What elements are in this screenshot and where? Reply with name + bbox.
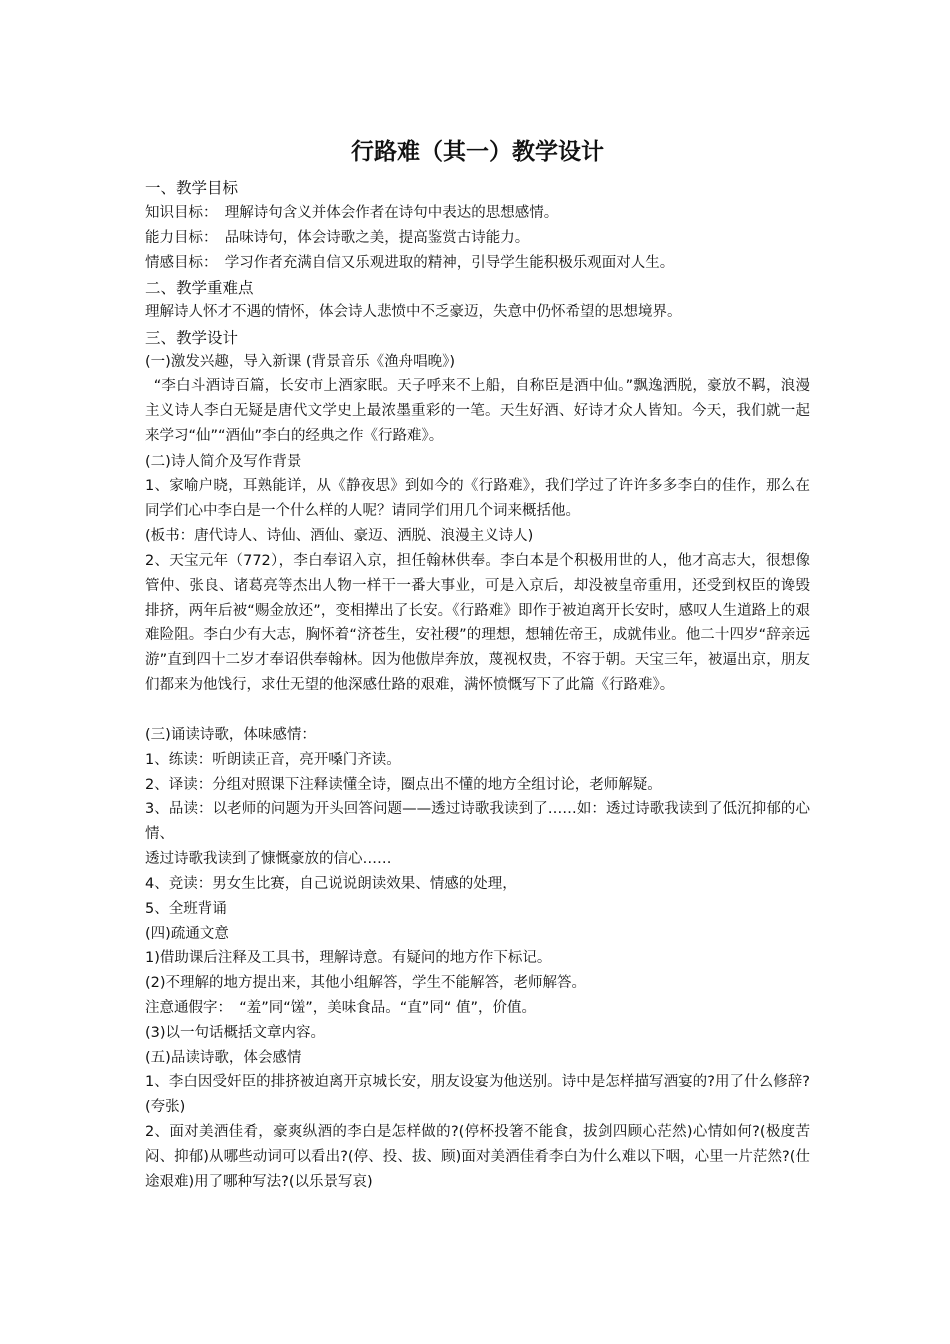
part2-heading: (二)诗人简介及写作背景: [145, 454, 302, 470]
keypoints-text: 理解诗人怀才不遇的情怀，体会诗人悲愤中不乏豪迈，失意中仍怀希望的思想境界。: [145, 304, 682, 320]
section-heading-design: 三、教学设计: [145, 329, 239, 347]
objective-emotion: 情感目标： 学习作者充满自信又乐观进取的精神，引导学生能积极乐观面对人生。: [145, 255, 675, 271]
part4-note: 注意通假字： “羞”同“馐”，美味食品。“直”同“ 值”，价值。: [145, 1000, 536, 1016]
objective-knowledge: 知识目标： 理解诗句含义并体会作者在诗句中表达的思想感情。: [145, 205, 559, 221]
part3-item4: 4、竞读：男女生比赛，自己说说朗读效果、情感的处理，: [145, 876, 517, 892]
part3-item3-cont: 透过诗歌我读到了慷慨豪放的信心……: [145, 851, 392, 867]
part3-heading: (三)诵读诗歌，体味感情：: [145, 727, 316, 743]
section-heading-keypoints: 二、教学重难点: [145, 279, 254, 297]
part3-item2: 2、译读：分组对照课下注释读懂全诗，圈点出不懂的地方全组讨论，老师解疑。: [145, 777, 662, 793]
part2-item2: 2、天宝元年（772），李白奉诏入京，担任翰林供奉。李白本是个积极用世的人，他才高志大，很想像管仲、张良、诸葛亮等杰出人物一样干一番大事业，可是入京后，却没被皇帝重用，还受到权臣的谗毁排挤，两年后被“赐金放还”，变相撵出了长安。《行路难》即作于被迫离开长安时，感叹人生道路上的艰难险阻。李白少有大志，胸怀着“济苍生，安社稷”的理想，想辅佐帝王，成就伟业。他二十四岁“辞亲远游”直到四十二岁才奉诏供奉翰林。因为他傲岸奔放，蔑视权贵，不容于朝。天宝三年，被逼出京，朋友们都来为他饯行，求仕无望的他深感仕路的艰难，满怀愤慨写下了此篇《行路难》。: [145, 553, 810, 693]
section-heading-objectives: 一、教学目标: [145, 179, 239, 197]
part3-item3: 3、品读：以老师的问题为开头回答问题——透过诗歌我读到了……如：透过诗歌我读到了低沉抑郁的心情、: [145, 801, 810, 842]
part4-heading: (四)疏通文意: [145, 926, 229, 942]
part1-heading: (一)激发兴趣，导入新课 (背景音乐《渔舟唱晚》): [145, 354, 455, 370]
part2-item1: 1、家喻户晓，耳熟能详，从《静夜思》到如今的《行路难》，我们学过了许许多多李白的佳作，那么在同学们心中李白是一个什么样的人呢？请同学们用几个词来概括他。: [145, 478, 810, 519]
part5-heading: (五)品读诗歌，体会感情: [145, 1050, 302, 1066]
part3-item5: 5、全班背诵: [145, 901, 227, 917]
part4-item2: (2)不理解的地方提出来，其他小组解答，学生不能解答，老师解答。: [145, 975, 587, 991]
part2-board-note: (板书：唐代诗人、诗仙、酒仙、豪迈、洒脱、浪漫主义诗人): [145, 528, 534, 544]
part4-item3: (3)以一句话概括文章内容。: [145, 1025, 326, 1041]
part4-item1: 1)借助课后注释及工具书，理解诗意。有疑问的地方作下标记。: [145, 950, 552, 966]
part1-paragraph: “李白斗酒诗百篇，长安市上酒家眠。天子呼来不上船，自称臣是酒中仙。”飘逸洒脱，豪放不羁，浪漫主义诗人李白无疑是唐代文学史上最浓墨重彩的一笔。天生好酒、好诗才众人皆知。今天，我们就一起来学习“仙”“酒仙”李白的经典之作《行路难》。: [145, 378, 810, 444]
part3-item1: 1、练读：听朗读正音，亮开嗓门齐读。: [145, 752, 401, 768]
objective-ability: 能力目标： 品味诗句，体会诗歌之美，提高鉴赏古诗能力。: [145, 230, 530, 246]
part5-item1: 1、李白因受奸臣的排挤被迫离开京城长安，朋友设宴为他送别。诗中是怎样描写酒宴的?用了什么修辞?(夸张): [145, 1074, 810, 1115]
part5-item2: 2、面对美酒佳肴，豪爽纵酒的李白是怎样做的?(停杯投箸不能食，拔剑四顾心茫然)心情如何?(极度苦闷、抑郁)从哪些动词可以看出?(停、投、拔、顾)面对美酒佳肴李白为什么难以下咽，心里一片茫然?(仕途艰难)用了哪种写法?(以乐景写哀): [145, 1124, 810, 1190]
page-title: 行路难（其一）教学设计: [351, 139, 604, 165]
